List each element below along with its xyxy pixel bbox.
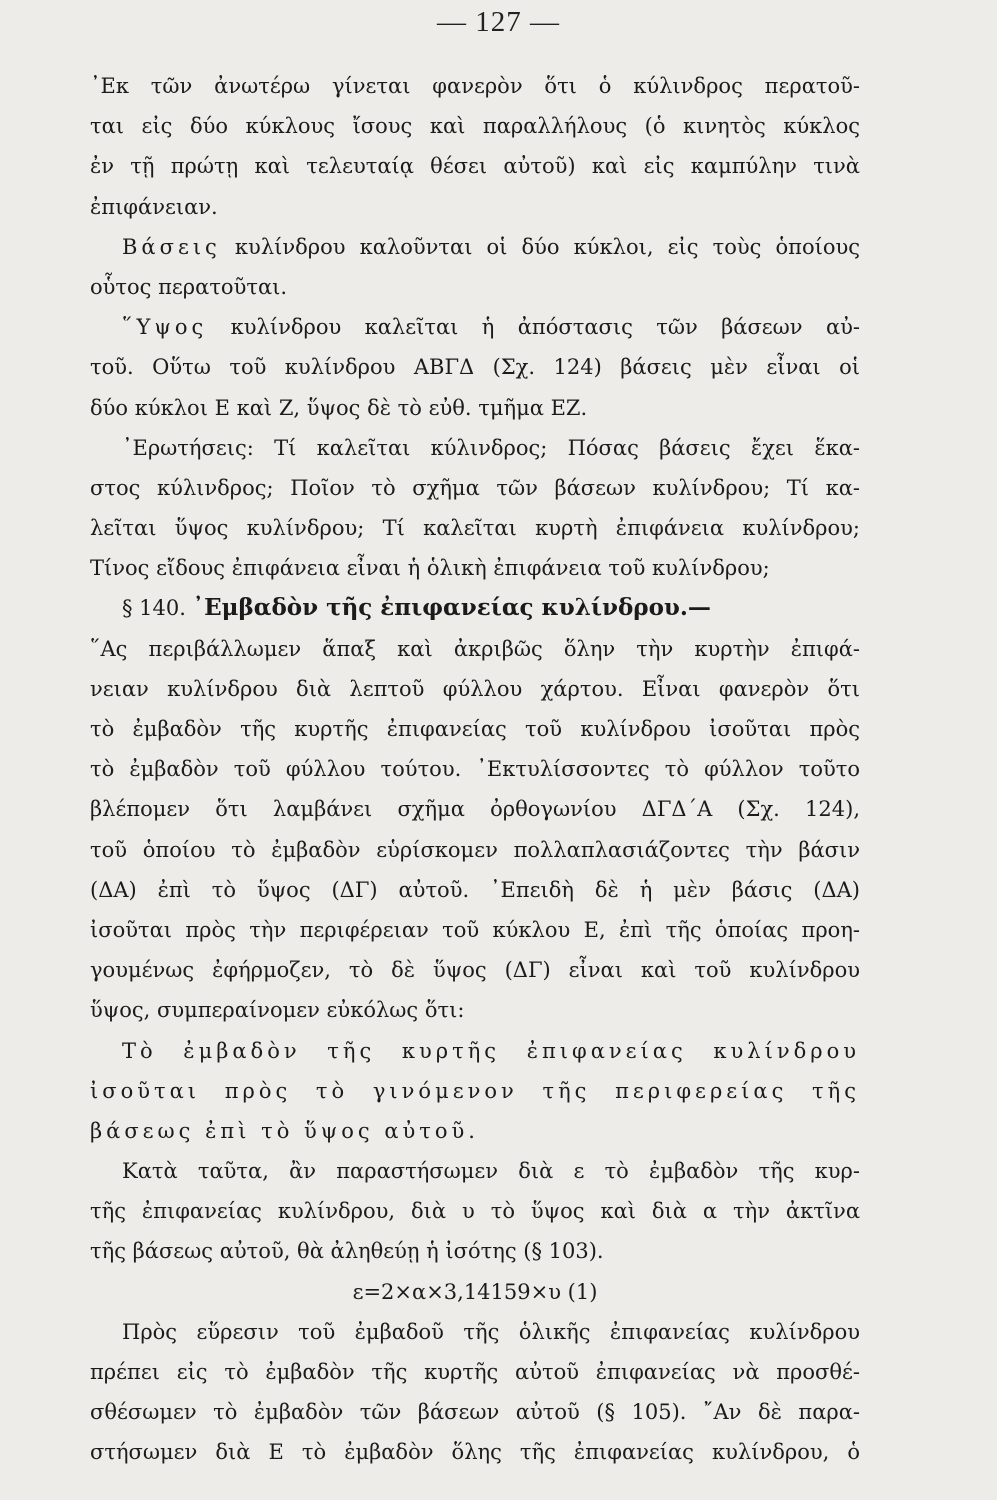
- theorem-line: Τὸ ἐμβαδὸν τῆς κυρτῆς ἐπιφανείας κυλίνδρου: [122, 1038, 860, 1063]
- text-line: τῆς ἐπιφανείας κυλίνδρου, διὰ υ τὸ ὕψος καὶ διὰ α τὴν ἀκτῖνα: [90, 1199, 860, 1224]
- term-height: ῞Υψος: [122, 315, 208, 340]
- text-line: γουμένως ἐφήρμοζεν, τὸ δὲ ὕψος (ΔΓ) εἶναι καὶ τοῦ κυλίνδρου: [90, 958, 860, 983]
- text-line: λεῖται ὕψος κυλίνδρου; Τί καλεῖται κυρτὴ ἐπιφάνεια κυλίνδρου;: [90, 516, 860, 541]
- definition-text: κυλίνδρου καλοῦνται οἱ δύο κύκλοι, εἰς τοὺς ὁποίους: [220, 234, 860, 259]
- text-line: Τίνος εἴδους ἐπιφάνεια εἶναι ἡ ὁλικὴ ἐπιφάνεια τοῦ κυλίνδρου;: [90, 556, 770, 581]
- text-line: τὸ ἐμβαδὸν τῆς κυρτῆς ἐπιφανείας τοῦ κυλίνδρου ἰσοῦται πρὸς: [90, 717, 860, 741]
- text-line: ᾿Εκ τῶν ἀνωτέρω γίνεται φανερὸν ὅτι ὁ κύλινδρος περατοῦ-: [90, 74, 860, 98]
- text-line: ἐν τῇ πρώτῃ καὶ τελευταίᾳ θέσει αὐτοῦ) καὶ εἰς καμπύλην τινὰ: [90, 154, 860, 179]
- text-line: ται εἰς δύο κύκλους ἴσους καὶ παραλλήλους (ὁ κινητὸς κύκλος: [90, 114, 860, 139]
- body-text: [90, 66, 860, 1473]
- text-line: τοῦ ὁποίου τὸ ἐμβαδὸν εὑρίσκομεν πολλαπλασιάζοντες τὴν βάσιν: [90, 837, 860, 862]
- text-line: ἐπιφάνειαν.: [90, 194, 218, 219]
- formula: ε=2×α×3,14159×υ (1): [352, 1279, 598, 1304]
- definition-line: [90, 307, 860, 347]
- text-line: τὸ ἐμβαδὸν τοῦ φύλλου τούτου. ᾿Εκτυλίσσοντες τὸ φύλλον τοῦτο: [90, 757, 860, 782]
- text-line: Κατὰ ταῦτα, ἂν παραστήσωμεν διὰ ε τὸ ἐμβαδὸν τῆς κυρ-: [122, 1159, 860, 1184]
- text-line: ῞Ας περιβάλλωμεν ἅπαξ καὶ ἀκριβῶς ὅλην τὴν κυρτὴν ἐπιφά-: [90, 636, 860, 661]
- section-title: ᾿Εμβαδὸν τῆς ἐπιφανείας κυλίνδρου.—: [192, 594, 711, 622]
- text-line: (ΔΑ) ἐπὶ τὸ ὕψος (ΔΓ) αὐτοῦ. ᾿Επειδὴ δὲ ἡ μὲν βάσις (ΔΑ): [90, 877, 860, 902]
- definition-line: [90, 227, 860, 267]
- questions-line: ᾿Ερωτήσεις: Τί καλεῖται κύλινδρος; Πόσας βάσεις ἔχει ἕκα-: [122, 435, 860, 460]
- text-line: τῆς βάσεως αὐτοῦ, θὰ ἀληθεύῃ ἡ ἰσότης (§ 103).: [90, 1239, 604, 1264]
- text-line: στήσωμεν διὰ Ε τὸ ἐμβαδὸν ὅλης τῆς ἐπιφανείας κυλίνδρου, ὁ: [90, 1440, 860, 1465]
- page-number: — 127 —: [437, 6, 560, 38]
- text-line: δύο κύκλοι Ε καὶ Ζ, ὕψος δὲ τὸ εὐθ. τμῆμα ΕΖ.: [90, 395, 588, 420]
- term-bases: Βάσεις: [122, 234, 221, 259]
- text-line: ὕψος, συμπεραίνομεν εὐκόλως ὅτι:: [90, 998, 465, 1023]
- text-line: πρέπει εἰς τὸ ἐμβαδὸν τῆς κυρτῆς αὐτοῦ ἐπιφανείας νὰ προσθέ-: [90, 1360, 860, 1384]
- theorem-line: ἰσοῦται πρὸς τὸ γινόμενον τῆς περιφερείας τῆς: [90, 1078, 860, 1103]
- text-line: οὗτος περατοῦται.: [90, 274, 288, 299]
- section-number: § 140.: [122, 596, 193, 621]
- text-line: σθέσωμεν τὸ ἐμβαδὸν τῶν βάσεων αὐτοῦ (§ 105). ῎Αν δὲ παρα-: [90, 1400, 860, 1425]
- text-line: στος κύλινδρος; Ποῖον τὸ σχῆμα τῶν βάσεων κυλίνδρου; Τί κα-: [90, 475, 860, 500]
- definition-text: κυλίνδρου καλεῖται ἡ ἀπόστασις τῶν βάσεων αὐ-: [207, 315, 860, 340]
- section-heading: [90, 588, 860, 628]
- text-line: τοῦ. Οὕτω τοῦ κυλίνδρου ΑΒΓΔ (Σχ. 124) βάσεις μὲν εἶναι οἱ: [90, 355, 860, 380]
- theorem-line: βάσεως ἐπὶ τὸ ὕψος αὐτοῦ.: [90, 1118, 479, 1143]
- text-line: νειαν κυλίνδρου διὰ λεπτοῦ φύλλου χάρτου. Εἶναι φανερὸν ὅτι: [90, 676, 860, 701]
- text-line: Πρὸς εὕρεσιν τοῦ ἐμβαδοῦ τῆς ὁλικῆς ἐπιφανείας κυλίνδρου: [122, 1319, 860, 1344]
- text-line: βλέπομεν ὅτι λαμβάνει σχῆμα ὀρθογωνίου ΔΓΔ΄Α (Σχ. 124),: [90, 797, 860, 822]
- text-line: ἰσοῦται πρὸς τὴν περιφέρειαν τοῦ κύκλου Ε, ἐπὶ τῆς ὁποίας προη-: [90, 917, 860, 942]
